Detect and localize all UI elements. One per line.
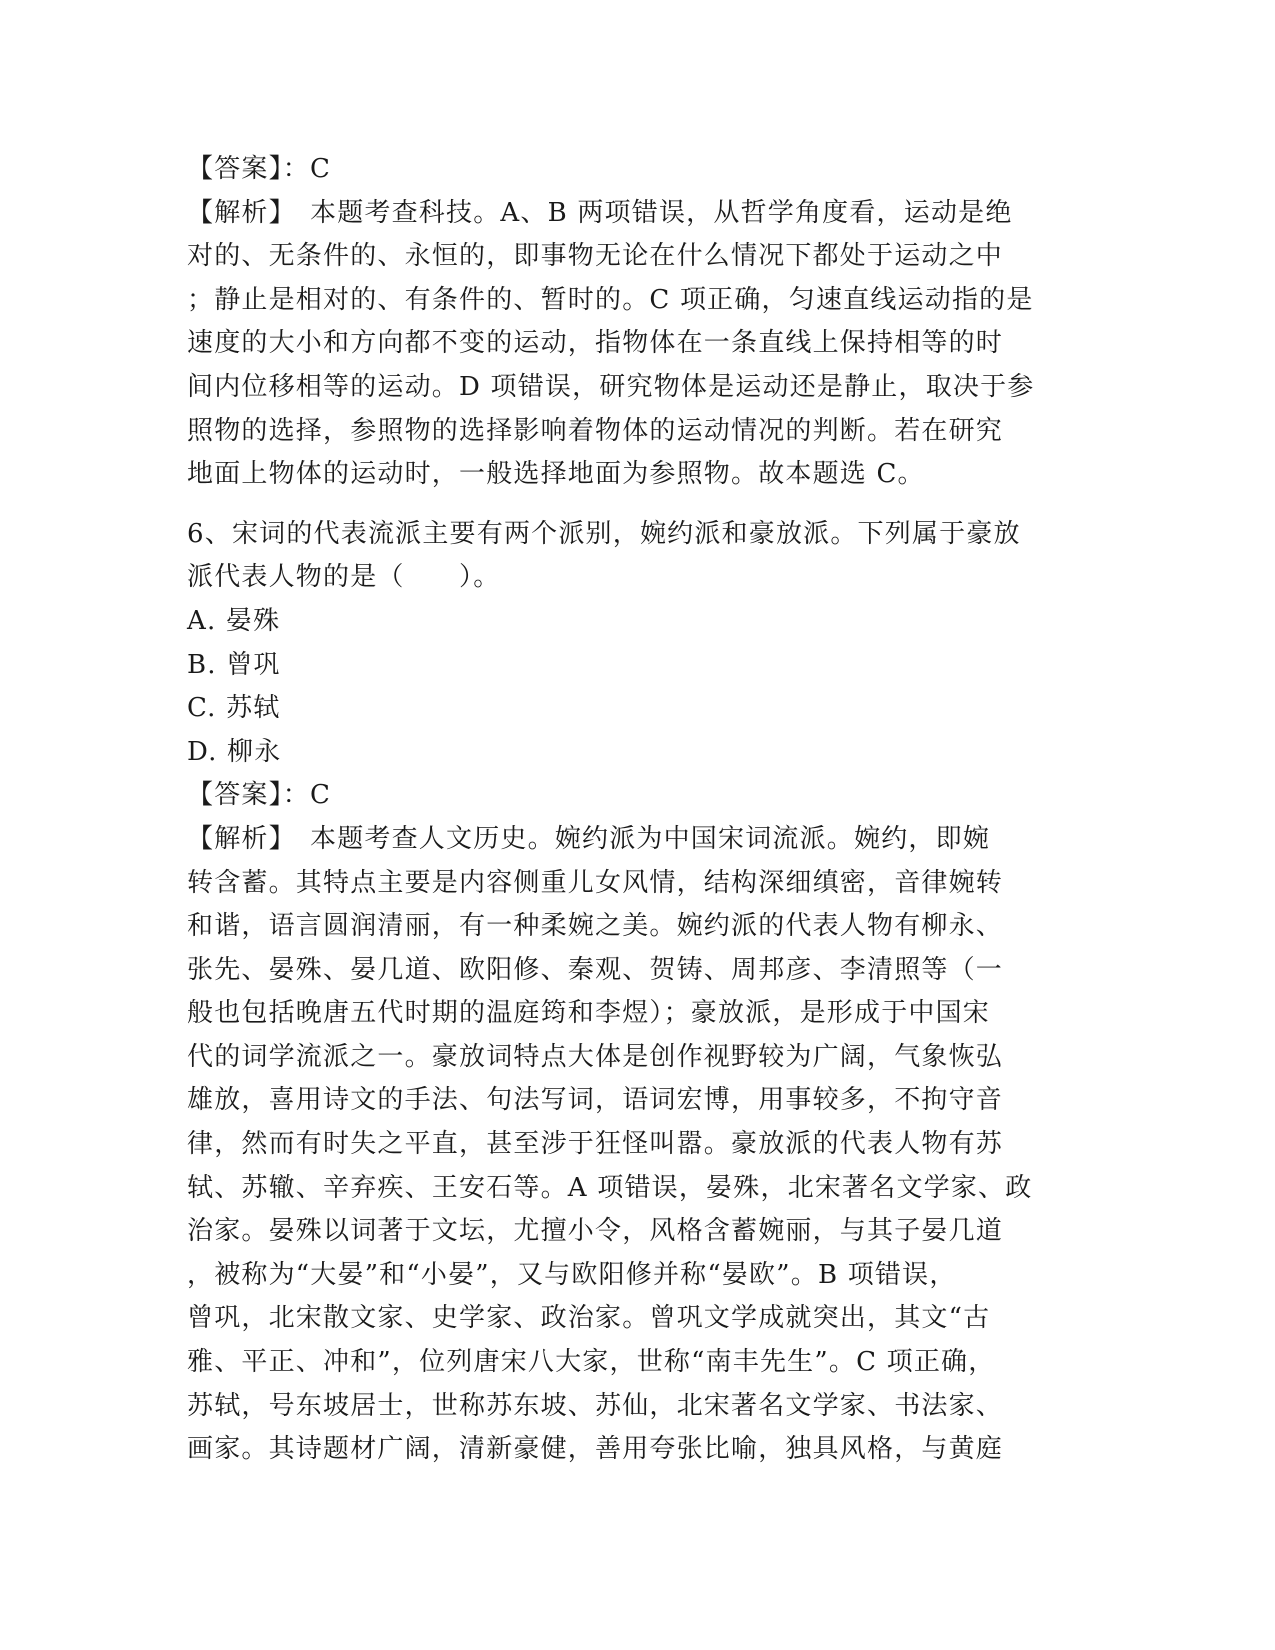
analysis-line: 画家。其诗题材广阔，清新豪健，善用夸张比喻，独具风格，与黄庭 (187, 1434, 1004, 1465)
option-c: C. 苏轼 (187, 693, 281, 724)
analysis-line: 间内位移相等的运动。D 项错误，研究物体是运动还是静止，取决于参 (187, 371, 1035, 402)
analysis-line: 转含蓄。其特点主要是内容侧重儿女风情，结构深细缜密，音律婉转 (187, 867, 1004, 898)
analysis-line: 苏轼，号东坡居士，世称苏东坡、苏仙，北宋著名文学家、书法家、 (187, 1390, 1004, 1421)
analysis-line: 轼、苏辙、辛弃疾、王安石等。A 项错误，晏殊，北宋著名文学家、政 (187, 1172, 1033, 1203)
analysis-line: 雅、平正、冲和”，位列唐宋八大家，世称“南丰先生”。C 项正确， (187, 1347, 996, 1378)
analysis-line: 速度的大小和方向都不变的运动，指物体在一条直线上保持相等的时 (187, 328, 1004, 359)
document-page (187, 148, 1087, 1472)
analysis-line: 对的、无条件的、永恒的，即事物无论在什么情况下都处于运动之中 (187, 241, 1004, 272)
option-d: D. 柳永 (187, 736, 282, 767)
analysis-line: ，被称为“大晏”和“小晏”，又与欧阳修并称“晏欧”。B 项错误， (187, 1259, 957, 1290)
analysis-line: 【解析】 本题考查人文历史。婉约派为中国宋词流派。婉约，即婉 (187, 823, 991, 854)
analysis-line: 照物的选择，参照物的选择影响着物体的运动情况的判断。若在研究 (187, 415, 1004, 446)
analysis-line: 雄放，喜用诗文的手法、句法写词，语词宏博，用事较多，不拘守音 (187, 1085, 1004, 1116)
answer-line: 【答案】：C (187, 154, 332, 184)
analysis-line: 曾巩，北宋散文家、史学家、政治家。曾巩文学成就突出，其文“古 (187, 1303, 991, 1334)
analysis-line: 和谐，语言圆润清丽，有一种柔婉之美。婉约派的代表人物有柳永、 (187, 911, 1004, 942)
question-stem: 6、宋词的代表流派主要有两个派别，婉约派和豪放派。下列属于豪放 (187, 518, 1021, 549)
analysis-line: 地面上物体的运动时，一般选择地面为参照物。故本题选 C。 (187, 459, 925, 490)
answer-line: 【答案】：C (187, 780, 332, 811)
analysis-line: 张先、晏殊、晏几道、欧阳修、秦观、贺铸、周邦彦、李清照等（一 (187, 954, 1004, 985)
option-b: B. 曾巩 (187, 649, 281, 680)
analysis-line: 治家。晏殊以词著于文坛，尤擅小令，风格含蓄婉丽，与其子晏几道 (187, 1216, 1004, 1247)
question-6 (187, 513, 1087, 1472)
analysis-line: 般也包括晚唐五代时期的温庭筠和李煜）；豪放派，是形成于中国宋 (187, 998, 991, 1029)
analysis-block (187, 192, 1087, 497)
analysis-line: ；静止是相对的、有条件的、暂时的。C 项正确，匀速直线运动指的是 (187, 284, 1034, 315)
analysis-line: 律，然而有时失之平直，甚至涉于狂怪叫嚣。豪放派的代表人物有苏 (187, 1129, 1004, 1160)
analysis-block (187, 818, 1087, 1472)
analysis-line: 【解析】 本题考查科技。A、B 两项错误，从哲学角度看，运动是绝 (187, 197, 1013, 228)
option-a: A. 晏殊 (187, 605, 281, 636)
question-stem: 派代表人物的是（ ）。 (187, 562, 501, 593)
analysis-line: 代的词学流派之一。豪放词特点大体是创作视野较为广阔，气象恢弘 (187, 1041, 1004, 1072)
